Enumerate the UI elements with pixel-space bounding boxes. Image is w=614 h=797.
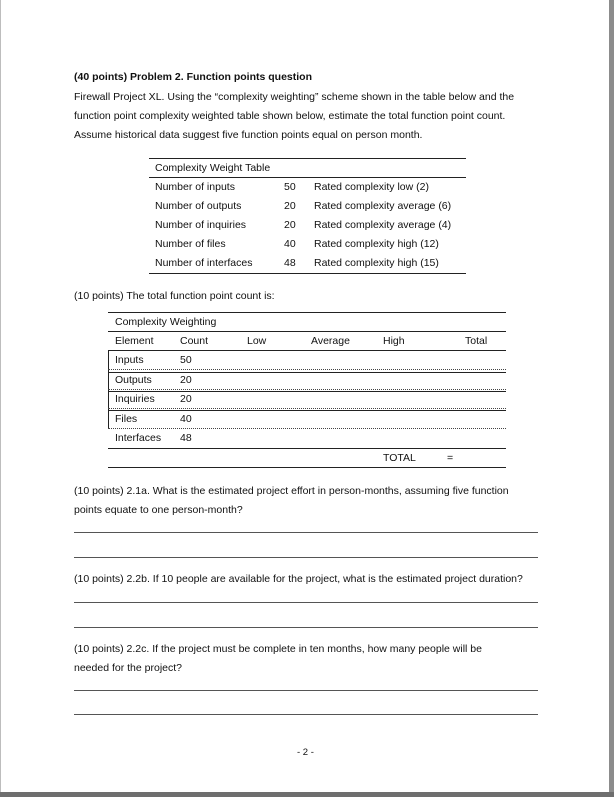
fp-row-rule bbox=[108, 410, 506, 411]
fp-row-element: Inquiries bbox=[115, 393, 155, 405]
weight-row-label: Number of inquiries bbox=[155, 219, 247, 231]
fp-table-bottom-rule bbox=[108, 467, 506, 468]
fp-row-rule bbox=[108, 391, 506, 392]
fp-row-rule bbox=[108, 448, 506, 449]
fp-table-caption: Complexity Weighting bbox=[115, 316, 217, 328]
page-number: - 2 - bbox=[297, 747, 314, 758]
weight-row-count: 20 bbox=[284, 200, 296, 212]
page-bottom-shadow bbox=[0, 792, 614, 797]
fp-row-element: Inputs bbox=[115, 354, 144, 366]
fp-header-count: Count bbox=[180, 335, 209, 347]
weight-row-count: 48 bbox=[284, 257, 296, 269]
weight-row-rating: Rated complexity high (12) bbox=[314, 238, 439, 250]
page-right-shadow bbox=[609, 0, 614, 797]
weight-table-top-rule bbox=[149, 158, 466, 159]
fp-row-count: 40 bbox=[180, 413, 192, 425]
q21a-answer-line[interactable] bbox=[74, 557, 538, 558]
weight-table-header-rule bbox=[149, 177, 466, 178]
weight-row-count: 40 bbox=[284, 238, 296, 250]
fp-row-count: 50 bbox=[180, 354, 192, 366]
fp-row-dotted-rule bbox=[108, 428, 506, 429]
fp-header-total: Total bbox=[465, 335, 488, 347]
intro-line-2: function point complexity weighted table shown below, estimate the total function point count. bbox=[74, 110, 506, 122]
fp-table-header-rule bbox=[108, 350, 506, 351]
weight-table-bottom-rule bbox=[149, 273, 466, 274]
weight-table-caption: Complexity Weight Table bbox=[155, 162, 271, 174]
weight-row-label: Number of outputs bbox=[155, 200, 242, 212]
weight-row-rating: Rated complexity low (2) bbox=[314, 181, 429, 193]
fp-header-high: High bbox=[383, 335, 405, 347]
weight-row-label: Number of interfaces bbox=[155, 257, 253, 269]
fp-question: (10 points) The total function point count is: bbox=[74, 290, 275, 302]
fp-row-dotted-rule bbox=[108, 389, 506, 390]
fp-row-rule bbox=[108, 372, 506, 373]
weight-row-label: Number of inputs bbox=[155, 181, 235, 193]
intro-line-1: Firewall Project XL. Using the “complexity weighting” scheme shown in the table below and the bbox=[74, 91, 515, 103]
fp-row-dotted-rule bbox=[108, 408, 506, 409]
q22c-answer-line[interactable] bbox=[74, 714, 538, 715]
weight-row-rating: Rated complexity average (6) bbox=[314, 200, 452, 212]
fp-row-count: 20 bbox=[180, 393, 192, 405]
q22c-line-1: (10 points) 2.2c. If the project must be complete in ten months, how many people will be bbox=[74, 643, 482, 655]
problem-title: (40 points) Problem 2. Function points question bbox=[74, 71, 313, 83]
fp-row-element: Outputs bbox=[115, 374, 152, 386]
fp-header-element: Element bbox=[115, 335, 154, 347]
fp-row-element: Interfaces bbox=[115, 432, 162, 444]
fp-row-count: 20 bbox=[180, 374, 192, 386]
weight-row-label: Number of files bbox=[155, 238, 226, 250]
fp-table-left-border bbox=[108, 351, 109, 429]
fp-total-label: TOTAL bbox=[383, 452, 416, 464]
fp-header-average: Average bbox=[311, 335, 350, 347]
intro-line-3: Assume historical data suggest five function points equal on person month. bbox=[74, 129, 423, 141]
fp-table-top-rule bbox=[108, 312, 506, 313]
q22b-answer-line[interactable] bbox=[74, 627, 538, 628]
q21a-line-1: (10 points) 2.1a. What is the estimated project effort in person-months, assuming five function bbox=[74, 485, 509, 497]
q22c-line-2: needed for the project? bbox=[74, 662, 182, 674]
q21a-answer-line[interactable] bbox=[74, 532, 538, 533]
fp-header-low: Low bbox=[247, 335, 267, 347]
q22b-line-1: (10 points) 2.2b. If 10 people are available for the project, what is the estimated project duration? bbox=[74, 573, 523, 585]
q21a-line-2: points equate to one person-month? bbox=[74, 504, 243, 516]
weight-row-rating: Rated complexity high (15) bbox=[314, 257, 439, 269]
fp-table-caption-rule bbox=[108, 331, 506, 332]
fp-total-equals: = bbox=[447, 452, 454, 464]
fp-row-dotted-rule bbox=[108, 369, 506, 370]
q22c-answer-line[interactable] bbox=[74, 690, 538, 691]
weight-row-count: 50 bbox=[284, 181, 296, 193]
weight-row-count: 20 bbox=[284, 219, 296, 231]
fp-row-element: Files bbox=[115, 413, 138, 425]
q22b-answer-line[interactable] bbox=[74, 602, 538, 603]
weight-row-rating: Rated complexity average (4) bbox=[314, 219, 452, 231]
fp-row-count: 48 bbox=[180, 432, 192, 444]
